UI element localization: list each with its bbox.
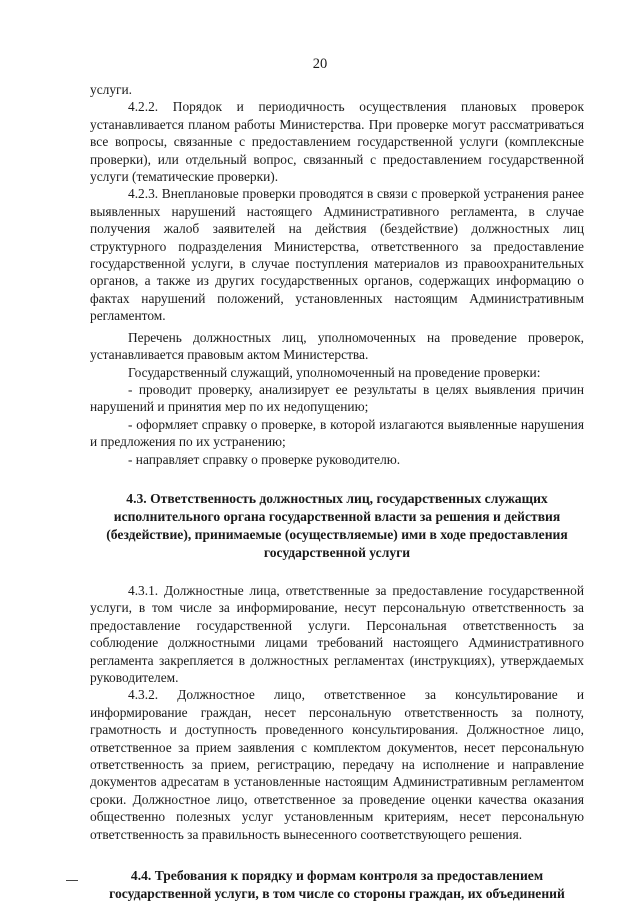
paragraph-civil-servant: Государственный служащий, уполномоченный на проведение проверки: [128,364,541,380]
page-number: 20 [312,56,328,72]
section-heading-4-4: 4.4. Требования к порядку и формам контроля за предоставлением государственной услуги, в том числе со стороны граждан, их объединений [109,868,565,902]
paragraph-officials-list: Перечень должностных лиц, уполномоченных на проведение проверок, устанавливается правовым актом Министерства. [90,329,584,363]
paragraph-continuation: услуги. [90,82,133,97]
paragraph-4-2-3: 4.2.3. Внеплановые проверки проводятся в связи с проверкой устранения ранее выявленных нарушений настоящего Административного регламента, в случае получения жалоб заявителей на действия (бездействие) должностных лиц структурного подразделения Министерства, ответственного за предоставление государственной услуги, в случае поступления материалов из правоохранительных органов, а также из других государственных органов, содержащих информацию о фактах нарушений положений, установленных настоящим Административным регламентом. [90,186,584,324]
list-item-conducts-check: - проводит проверку, анализирует ее результаты в целях выявления причин нарушений и принятия мер по их недопущению; [90,381,584,415]
paragraph-4-3-1: 4.3.1. Должностные лица, ответственные за предоставление государственной услуги, в том числе за информирование, несут персональную ответственность за предоставление государственной услуги. Персональная ответственность за соблюдение должностными лицами требований настоящего Административного регламента закрепляется в должностных регламентах (инструкциях), утверждаемых руководителем. [90,582,584,685]
list-item-prepares-report: - оформляет справку о проверке, в которой излагаются выявленные нарушения и предложения по их устранению; [90,416,584,450]
paragraph-4-3-2: 4.3.2. Должностное лицо, ответственное за консультирование и информирование граждан, несет персональную ответственность за полноту, грамотность и доступность проведенного консультирования. Должностное лицо, ответственное за прием заявления с комплектом документов, несет персональную ответственность за прием, регистрацию, передачу на исполнение и направление документов адресатам в установленные настоящим Административным регламентом сроки. Должностное лицо, ответственное за проведение оценки качества оказания общественно полезных услуг установленным критериям, несет персональную ответственность за правильность вынесенного соответствующего решения. [90,687,584,842]
section-heading-4-3: 4.3. Ответственность должностных лиц, государственных служащих исполнительного органа государственной власти за решения и действия (бездействие), принимаемые (осуществляемые) ими в ходе предоставления государственной услуги [106,490,568,560]
page-content [90,81,584,903]
paragraph-4-2-2: 4.2.2. Порядок и периодичность осуществления плановых проверок устанавливается планом работы Министерства. При проверке могут рассматриваться все вопросы, связанные с предоставлением государственной услуги (комплексные проверки), или отдельный вопрос, связанный с предоставлением государственной услуги (тематические проверки). [90,99,584,185]
list-item-sends-report: - направляет справку о проверке руководителю. [128,451,401,467]
footer-mark [66,880,78,881]
